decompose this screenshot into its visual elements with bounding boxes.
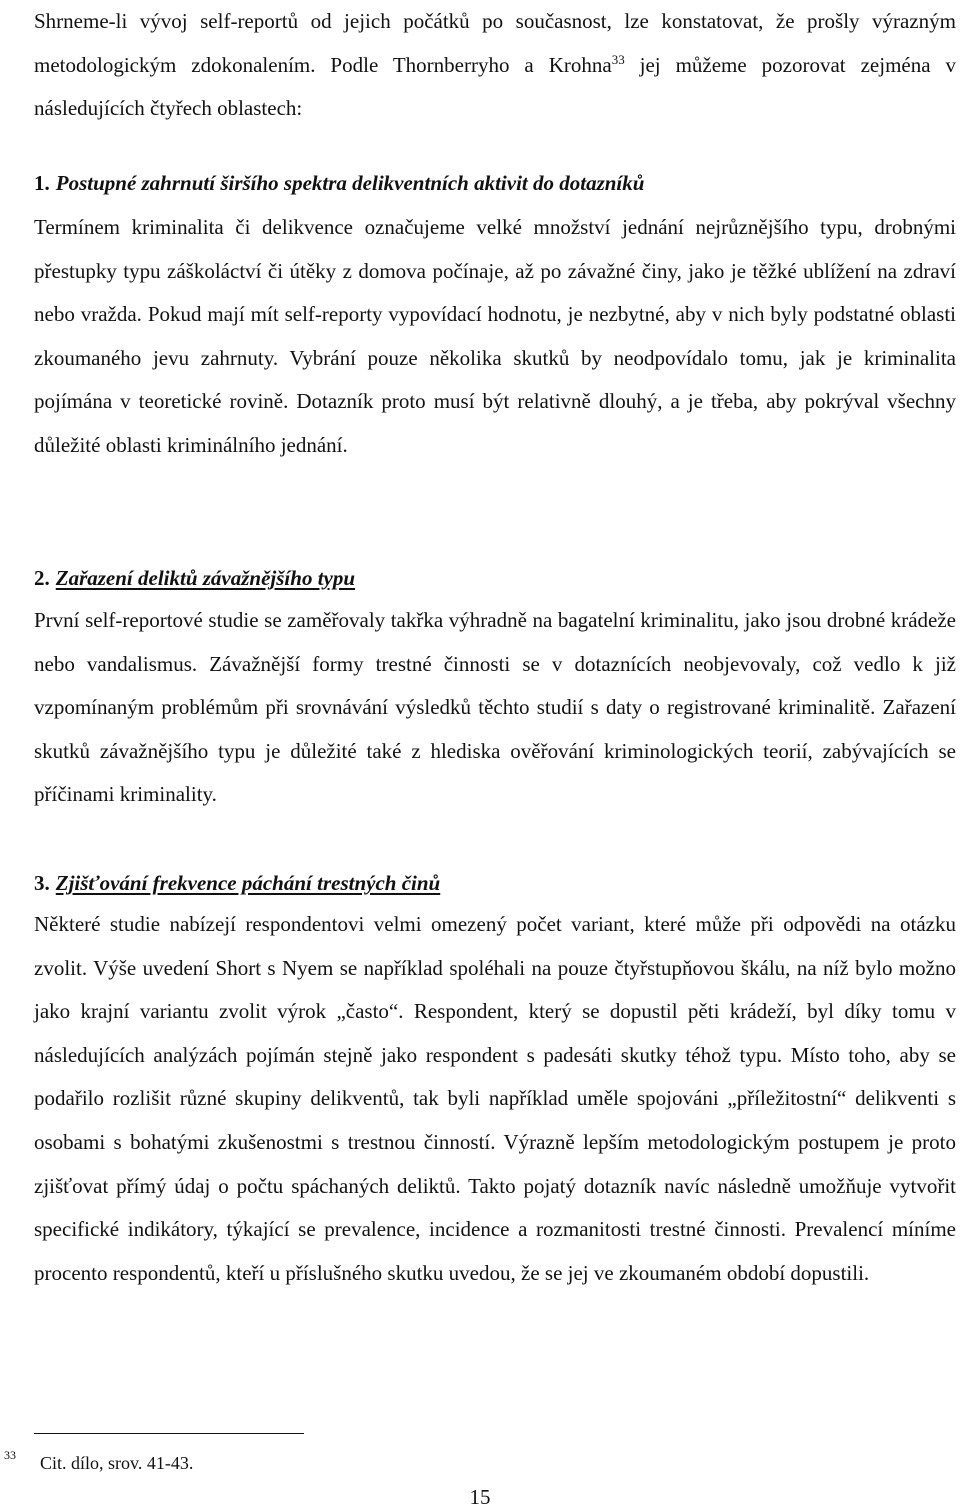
- section-1-title: Postupné zahrnutí širšího spektra delikventních aktivit do dotazníků: [55, 171, 645, 195]
- footnote-number: 33: [4, 1448, 16, 1462]
- section-2-title: Zařazení deliktů závažnějšího typu: [55, 566, 356, 590]
- intro-paragraph: [34, 0, 956, 131]
- section-2-body: První self-reportové studie se zaměřovaly takřka výhradně na bagatelní kriminalitu, jako jsou drobné krádeže nebo vandalismus. Závažnější formy trestné činnosti se v dotaznících neobjevovaly, což vedlo k již vzpomínaným problémům při srovnávání výsledků těchto studií s daty o registrované kriminalitě. Zařazení skutků závažnějšího typu je důležité také z hlediska ověřování kriminologických teorií, zabývajících se příčinami kriminality.: [34, 608, 956, 807]
- footnote-text: Cit. dílo, srov. 41-43.: [40, 1453, 194, 1473]
- intro-text-start: Shrneme-li vývoj self-reportů od jejich počátků po současnost, lze konstatovat, že prošly výrazným metodologickým zdokonalením. Podle Thornberryho a Krohna: [34, 9, 956, 77]
- section-1-number: 1.: [34, 171, 50, 195]
- footnote-divider: [34, 1433, 304, 1434]
- footnote-reference[interactable]: 33: [611, 51, 625, 67]
- section-3-heading: [34, 868, 956, 898]
- section-1-heading: [34, 168, 956, 198]
- section-3-body: Některé studie nabízejí respondentovi velmi omezený počet variant, které může při odpovědi na otázku zvolit. Výše uvedení Short s Nyem se například spoléhali na pouze čtyřstupňovou škálu, na níž bylo možno jako krajní variantu zvolit výrok „často“. Respondent, který se dopustil pěti krádeží, byl díky tomu v následujících analýzách pojímán stejně jako respondent s padesáti skutky téhož typu. Místo toho, aby se podařilo rozlišit různé skupiny delikventů, tak byli například uměle spojováni „příležitostní“ delikventi s osobami s bohatými zkušenostmi s trestnou činností. Výrazně lepším metodologickým postupem je proto zjišťovat přímý údaj o počtu spáchaných deliktů. Takto pojatý dotazník navíc následně umožňuje vytvořit specifické indikátory, týkající se prevalence, incidence a rozmanitosti trestné činnosti. Prevalencí míníme procento respondentů, kteří u příslušného skutku uvedou, že se jej ve zkoumaném období dopustili.: [34, 912, 956, 1285]
- footnote: [4, 1440, 193, 1478]
- section-2-number: 2.: [34, 566, 50, 590]
- section-1-body: Termínem kriminalita či delikvence označujeme velké množství jednání nejrůznějšího typu, drobnými přestupky typu záškoláctví či útěky z domova počínaje, až po závažné činy, jako je těžké ublížení na zdraví nebo vražda. Pokud mají mít self-reporty vypovídací hodnotu, je nezbytné, aby v nich byly podstatné oblasti zkoumaného jevu zahrnuty. Vybrání pouze několika skutků by neodpovídalo tomu, jak je kriminalita pojímána v teoretické rovině. Dotazník proto musí být relativně dlouhý, a je třeba, aby pokrýval všechny důležité oblasti kriminálního jednání.: [34, 215, 956, 457]
- section-3-number: 3.: [34, 871, 50, 895]
- section-2-heading: [34, 563, 956, 593]
- intro-text-end: jej můžeme pozorovat zejména v následujících čtyřech oblastech:: [34, 52, 956, 121]
- page-number: 15: [469, 1485, 491, 1509]
- section-3-title: Zjišťování frekvence páchání trestných činů: [55, 871, 441, 895]
